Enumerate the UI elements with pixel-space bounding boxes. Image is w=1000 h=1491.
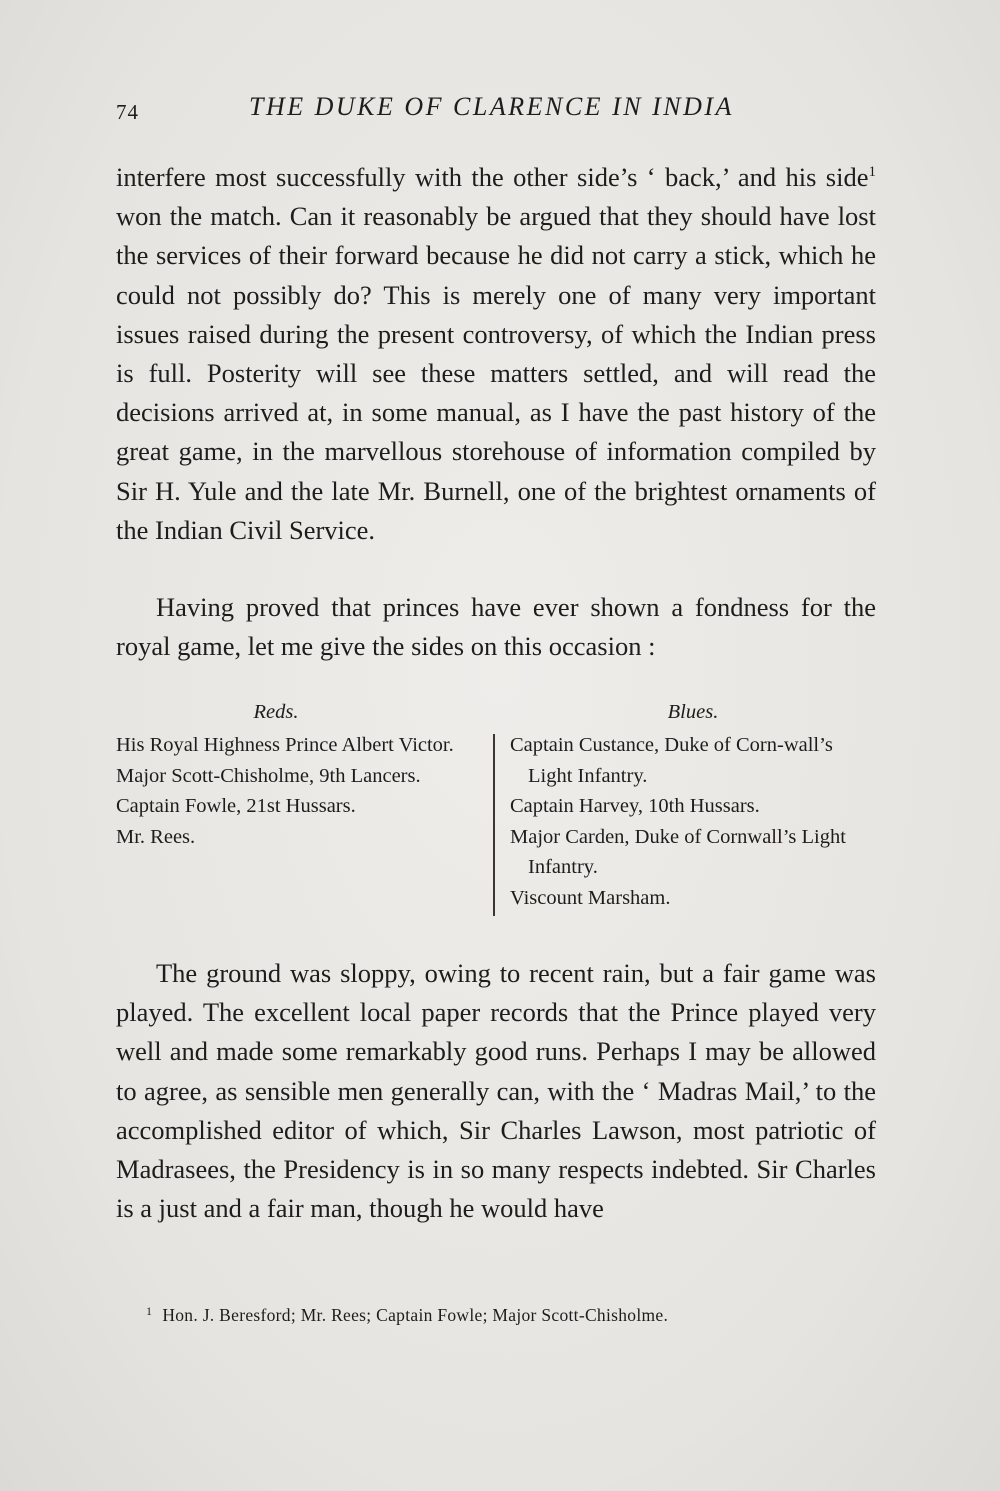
team-sides xyxy=(116,694,876,920)
column-divider xyxy=(493,734,495,916)
paragraph-1-text-b: won the match. Can it reasonably be argued that they should have lost the services of their forward because he did not carry a stick, which he could not possibly do? This is merely one of many very important issues raised during the present controversy, of which the Indian press is full. Posterity will see these matters settled, and will read the decisions arrived at, in some manual, as I have the past history of the great game, in the marvellous storehouse of information compiled by Sir H. Yule and the late Mr. Burnell, one of the brightest ornaments of the Indian Civil Service. xyxy=(116,201,876,545)
paragraph-3: The ground was sloppy, owing to recent rain, but a fair game was played. The excellent local paper records that the Prince played very well and made some remarkably good runs. Perhaps I may be allowed to agree, as sensible men generally can, with the ‘ Madras Mail,’ to the accomplished editor of which, Sir Charles Lawson, most patriotic of Madrasees, the Presidency is in so many respects indebted. Sir Charles is a just and a fair man, though he would have xyxy=(116,958,876,1224)
reds-heading: Reds. xyxy=(253,701,299,723)
blues-column xyxy=(510,694,876,913)
reds-member: Mr. Rees. xyxy=(116,825,196,848)
blues-member: Captain Harvey, 10th Hussars. xyxy=(510,795,760,817)
blues-member: Captain Custance, Duke of Corn-wall’s Light Infantry. xyxy=(510,734,833,787)
running-head xyxy=(116,92,876,132)
footnote-reference: 1 xyxy=(868,164,876,180)
reds-column xyxy=(116,694,486,852)
paragraph-1 xyxy=(116,158,876,550)
blues-heading: Blues. xyxy=(667,701,719,723)
footnote-mark: 1 xyxy=(146,1304,153,1318)
page-number: 74 xyxy=(116,100,139,124)
reds-member: His Royal Highness Prince Albert Victor. xyxy=(116,734,454,756)
reds-member: Captain Fowle, 21st Hussars. xyxy=(116,795,356,817)
blues-member: Viscount Marsham. xyxy=(510,886,671,909)
footnote-text: Hon. J. Beresford; Mr. Rees; Captain Fowle; Major Scott-Chisholme. xyxy=(162,1305,669,1325)
blues-member: Major Carden, Duke of Cornwall’s Light Infantry. xyxy=(510,825,846,878)
running-title: THE DUKE OF CLARENCE IN INDIA xyxy=(249,92,734,121)
paragraph-2: Having proved that princes have ever shown a fondness for the royal game, let me give the sides on this occasion : xyxy=(116,592,876,662)
footnote xyxy=(146,1304,876,1326)
reds-member: Major Scott-Chisholme, 9th Lancers. xyxy=(116,764,421,787)
paragraph-1-text-a: interfere most successfully with the other side’s ‘ back,’ and his side xyxy=(116,162,869,192)
